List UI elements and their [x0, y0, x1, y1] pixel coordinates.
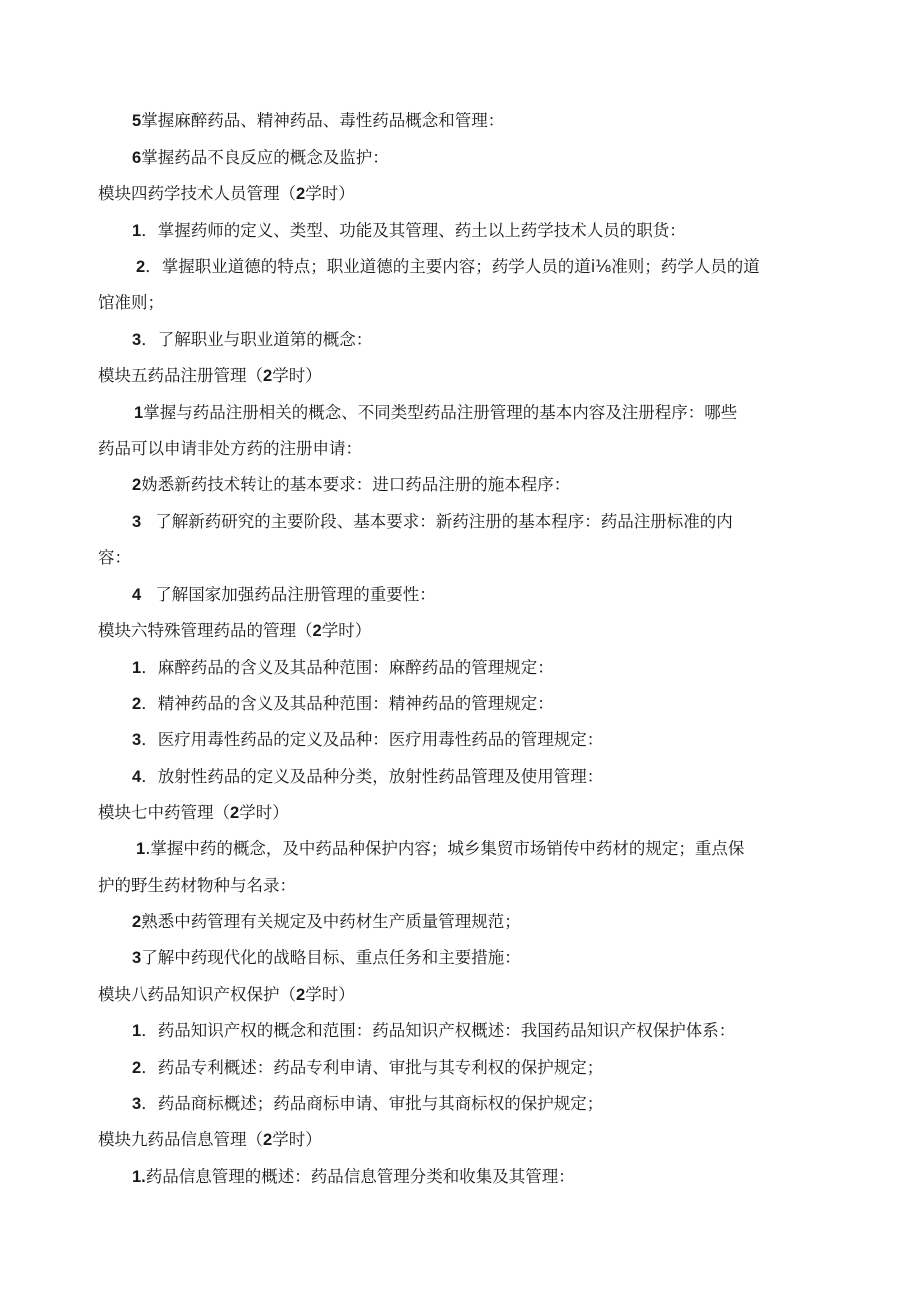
line-text: 了解新药研究的主要阶段、基本要求：新药注册的基本程序：药品注册标准的内	[155, 512, 733, 531]
item-number: 4	[132, 586, 142, 604]
line-text: ．麻醉药品的含义及其品种范围：麻醉药品的管理规定：	[141, 658, 554, 677]
hours-number: 2	[312, 622, 322, 640]
text-line	[132, 584, 436, 606]
item-number: 1.	[132, 1168, 146, 1186]
module-heading	[98, 802, 289, 824]
line-text: .掌握中药的概念，及中药品种保护内容；城乡集贸市场销传中药材的规定；重点保	[145, 839, 745, 858]
item-number: 3	[132, 331, 142, 349]
line-text: ．药品专利概述：药品专利申请、审批与其专利权的保护规定；	[141, 1058, 604, 1077]
text-line	[98, 875, 296, 897]
text-line	[132, 1020, 735, 1042]
module-heading	[98, 1129, 322, 1151]
item-number: 2	[132, 695, 142, 713]
heading-text: 模块五药品注册管理（	[98, 366, 263, 385]
line-text: ．放射性药品的定义及品种分类，放射性药品管理及使用管理：	[141, 767, 604, 786]
module-heading	[98, 984, 355, 1006]
module-heading	[98, 620, 371, 642]
module-heading	[98, 365, 322, 387]
text-line	[98, 292, 164, 314]
line-text: 掌握麻醉药品、精神药品、毒性药品概念和管理：	[141, 111, 505, 130]
line-text: 护的野生药材物种与名录：	[98, 876, 296, 895]
text-line	[98, 438, 362, 460]
hours-number: 2	[296, 986, 306, 1004]
item-number: 5	[132, 112, 142, 130]
hours-number: 2	[263, 1131, 273, 1149]
heading-tail: 学时）	[305, 184, 355, 203]
item-number: 3	[132, 1095, 142, 1113]
text-line	[132, 911, 521, 933]
line-text: ．掌握职业道德的特点；职业道德的主要内容；药学人员的道i⅛准则；药学人员的道	[145, 257, 760, 276]
text-line	[134, 402, 737, 424]
item-number: 3	[132, 949, 142, 967]
item-number: 1	[136, 840, 146, 858]
line-text: 药品信息管理的概述：药品信息管理分类和收集及其管理：	[145, 1167, 575, 1186]
hours-number: 2	[230, 804, 240, 822]
heading-text: 模块八药品知识产权保护（	[98, 985, 296, 1004]
text-line	[132, 657, 554, 679]
text-line	[132, 147, 389, 169]
text-line	[132, 220, 686, 242]
heading-text: 模块九药品信息管理（	[98, 1130, 263, 1149]
item-number: 1	[132, 659, 142, 677]
line-text: ．药品知识产权的概念和范围：药品知识产权概述：我国药品知识产权保护体系：	[141, 1021, 736, 1040]
line-text: 了解中药现代化的战略目标、重点任务和主要措施：	[141, 948, 521, 967]
text-line	[132, 1166, 575, 1188]
item-number: 2	[132, 1059, 142, 1077]
line-text: 馆准则；	[98, 293, 164, 312]
hours-number: 2	[263, 367, 273, 385]
module-heading	[98, 183, 355, 205]
text-line	[132, 1093, 603, 1115]
item-number: 4	[132, 768, 142, 786]
line-text: ．了解职业与职业道第的概念：	[141, 330, 373, 349]
item-number: 2	[132, 913, 142, 931]
heading-tail: 学时）	[272, 1130, 322, 1149]
text-line	[132, 329, 372, 351]
line-text: ．医疗用毒性药品的定义及品种：医疗用毒性药品的管理规定：	[141, 730, 604, 749]
text-line	[132, 766, 603, 788]
text-line	[132, 729, 603, 751]
heading-tail: 学时）	[272, 366, 322, 385]
heading-tail: 学时）	[239, 803, 289, 822]
text-line	[132, 947, 521, 969]
heading-text: 模块六特殊管理药品的管理（	[98, 621, 313, 640]
text-line	[132, 474, 570, 496]
item-number: 1	[132, 222, 142, 240]
text-line	[132, 511, 733, 533]
text-line	[98, 547, 131, 569]
item-number: 1	[132, 1022, 142, 1040]
text-line	[132, 693, 554, 715]
line-text: 妫悉新药技术转让的基本要求：进口药品注册的施本程序：	[141, 475, 571, 494]
line-text: 了解国家加强药品注册管理的重要性：	[155, 585, 436, 604]
item-number: 6	[132, 149, 142, 167]
line-text: 容：	[98, 548, 131, 567]
line-text: 掌握药品不良反应的概念及监护：	[141, 148, 389, 167]
item-number: 3	[132, 731, 142, 749]
heading-tail: 学时）	[321, 621, 372, 640]
line-text: 熟悉中药管理有关规定及中药材生产质量管理规范；	[141, 912, 521, 931]
item-number: 1	[134, 404, 144, 422]
line-text: ．掌握药师的定义、类型、功能及其管理、药土以上药学技术人员的职货：	[141, 221, 686, 240]
heading-text: 模块七中药管理（	[98, 803, 230, 822]
line-text: ．精神药品的含义及其品种范围：精神药品的管理规定：	[141, 694, 554, 713]
hours-number: 2	[296, 185, 306, 203]
line-text: 药品可以申请非处方药的注册申请：	[98, 439, 362, 458]
text-line	[132, 110, 504, 132]
item-number: 3	[132, 513, 142, 531]
heading-text: 模块四药学技术人员管理（	[98, 184, 296, 203]
line-text: 掌握与药品注册相关的概念、不同类型药品注册管理的基本内容及注册程序：哪些	[143, 403, 738, 422]
text-line	[132, 1057, 603, 1079]
heading-tail: 学时）	[305, 985, 355, 1004]
text-line	[136, 838, 744, 860]
text-line	[136, 256, 760, 278]
line-text: ．药品商标概述；药品商标申请、审批与其商标权的保护规定；	[141, 1094, 604, 1113]
item-number: 2	[132, 476, 142, 494]
item-number: 2	[136, 258, 146, 276]
